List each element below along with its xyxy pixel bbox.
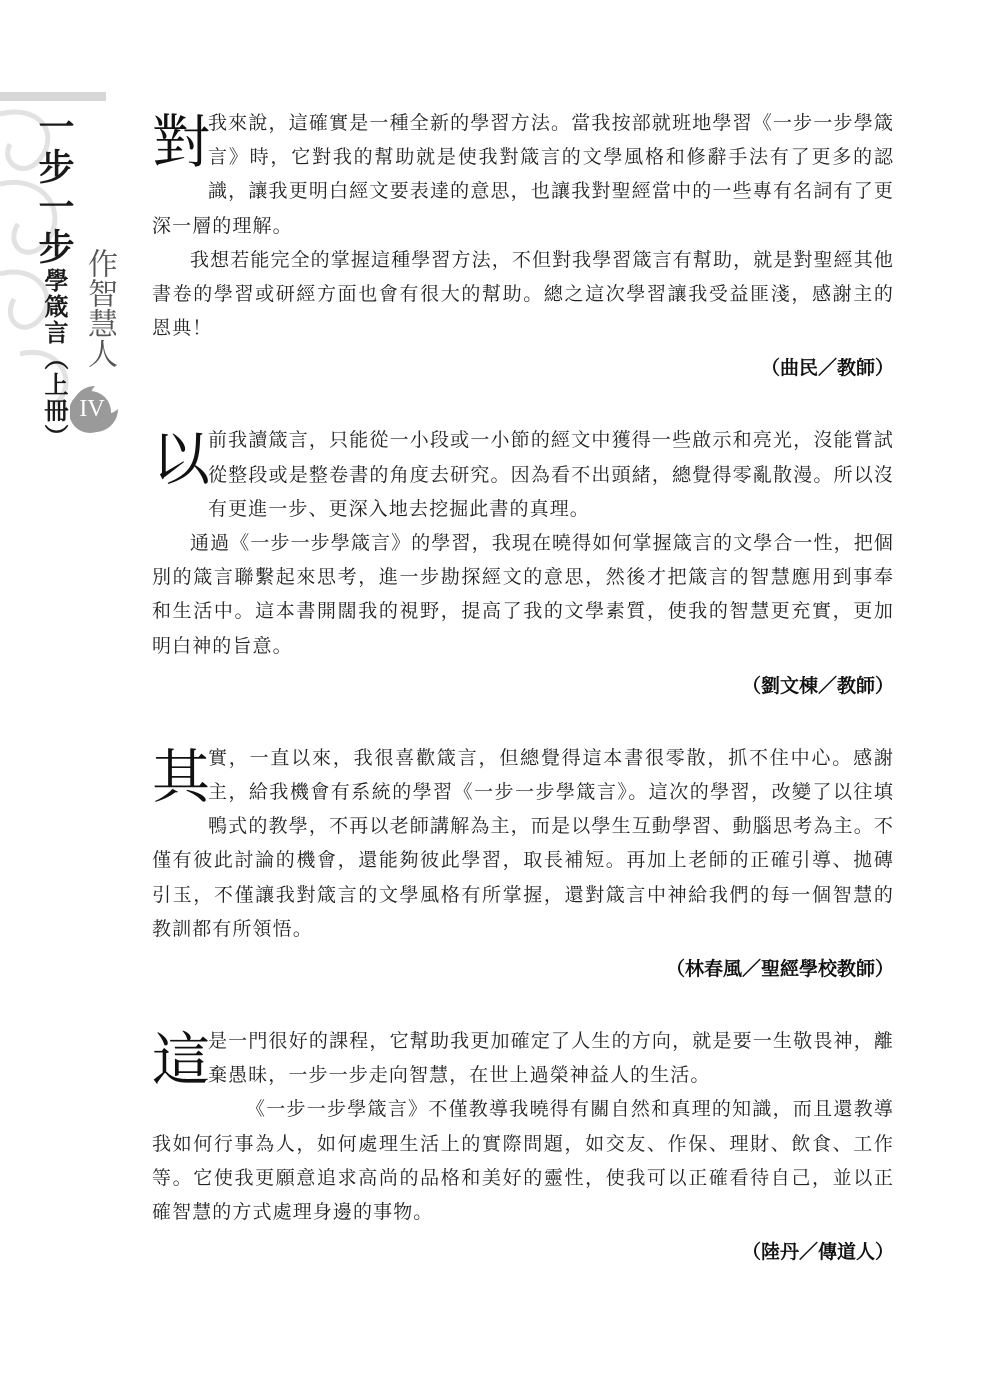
attribution: （劉文棟／教師） bbox=[741, 674, 894, 697]
page-number: IV bbox=[79, 396, 105, 422]
paragraph: 前我讀箴言，只能從一小段或一小節的經文中獲得一些啟示和亮光，沒能嘗試從整段或是整卷書的角度去研究。因為看不出頭緒，總覺得零亂散漫。所以沒有更進一步、更深入地去挖掘此書的真理。 bbox=[208, 429, 894, 520]
book-title-sub: 學箴言（上冊） bbox=[40, 268, 69, 450]
paragraph: 《一步一步學箴言》不僅教導我曉得有關自然和真理的知識，而且還教導我如何行事為人，如何處理生活上的實際問題，如交友、作保、理財、飲食、工作等。它使我更願意追求高尚的品格和美好的靈性，使我可以正確看待自己，並以正確智慧的方式處理身邊的事物。 bbox=[152, 1098, 894, 1224]
book-title-main: 一步一步 bbox=[33, 108, 75, 268]
paragraph: 我來說，這確實是一種全新的學習方法。當我按部就班地學習《一步一步學箴言》時，它對我的幫助就是使我對箴言的文學風格和修辭手法有了更多的認識，讓我更明白經文要表達的意思，也讓我對聖經當中的一些專有名詞有了更深一層的理解。 bbox=[152, 112, 894, 237]
series-title: 作智慧人 bbox=[82, 248, 117, 368]
paragraph: 是一門很好的課程，它幫助我更加確定了人生的方向，就是要一生敬畏神，離棄愚昧，一步一步走向智慧，在世上過榮神益人的生活。 bbox=[208, 1030, 894, 1087]
testimony-1 bbox=[152, 106, 894, 383]
testimonies-content bbox=[152, 106, 894, 1267]
paragraph: 通過《一步一步學箴言》的學習，我現在曉得如何掌握箴言的文學合一性，把個別的箴言聯繫起來思考，進一步勘探經文的意思，然後才把箴言的智慧應用到事奉和生活中。這本書開闊我的視野，提高了我的文學素質，使我的智慧更充實，更加明白神的旨意。 bbox=[152, 532, 894, 657]
testimony-2 bbox=[152, 423, 894, 700]
testimony-4 bbox=[152, 1024, 894, 1267]
dropcap: 以 bbox=[152, 425, 211, 494]
dropcap: 其 bbox=[152, 742, 211, 811]
header-bar bbox=[0, 92, 106, 101]
dropcap: 對 bbox=[152, 108, 211, 176]
testimony-3 bbox=[152, 741, 894, 984]
attribution: （陸丹／傳道人） bbox=[741, 1241, 894, 1264]
attribution: （曲民／教師） bbox=[760, 357, 894, 380]
attribution: （林春風／聖經學校教師） bbox=[665, 958, 894, 981]
paragraph: 實，一直以來，我很喜歡箴言，但總覺得這本書很零散，抓不住中心。感謝主，給我機會有系統的學習《一步一步學箴言》。這次的學習，改變了以往填鴨式的教學，不再以老師講解為主，而是以學生互動學習、動腦思考為主。不僅有彼此討論的機會，還能夠彼此學習，取長補短。再加上老師的正確引導、拋磚引玉，不僅讓我對箴言的文學風格有所掌握，還對箴言中神給我們的每一個智慧的教訓都有所領悟。 bbox=[152, 746, 894, 940]
paragraph: 我想若能完全的掌握這種學習方法，不但對我學習箴言有幫助，就是對聖經其他書卷的學習或研經方面也會有很大的幫助。總之這次學習讓我受益匪淺，感謝主的恩典！ bbox=[152, 248, 894, 340]
book-title-vertical bbox=[34, 108, 74, 450]
dropcap: 這 bbox=[152, 1026, 211, 1095]
